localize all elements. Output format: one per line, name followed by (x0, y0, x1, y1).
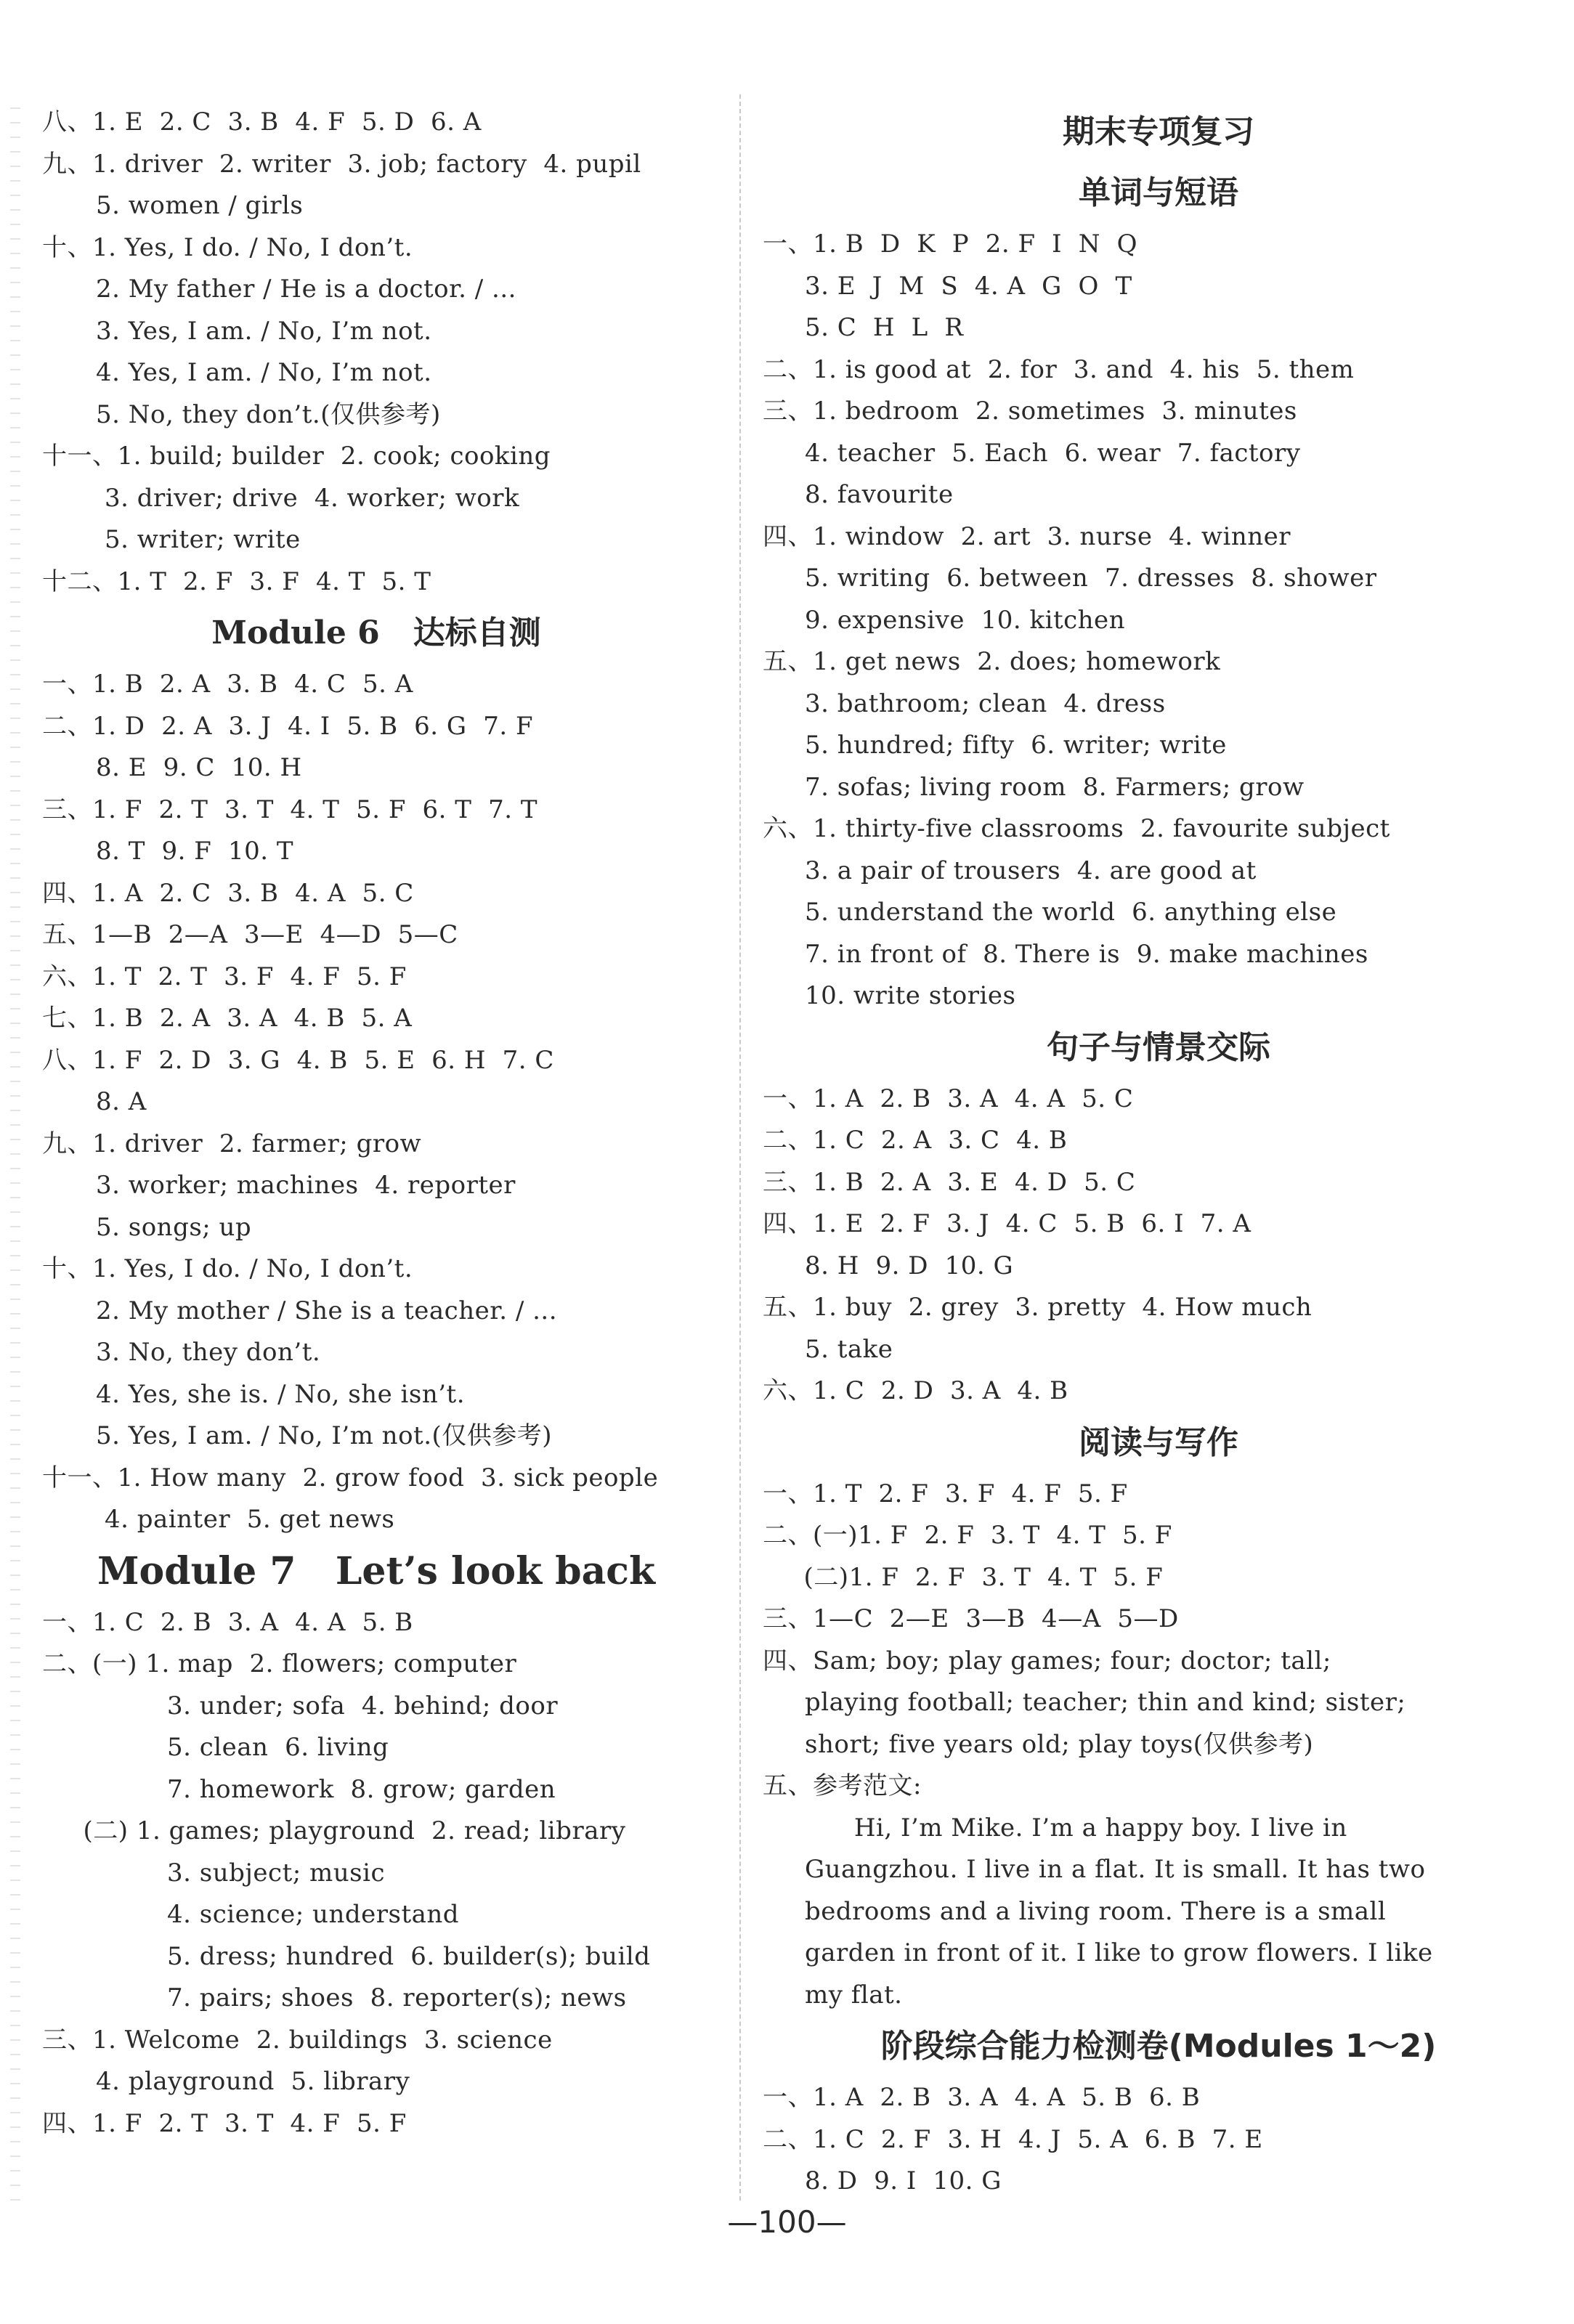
answer-line: 8. D 9. I 10. G (805, 2166, 1002, 2195)
section-heading: 单词与短语 (1079, 174, 1238, 211)
answer-line: 三、1. bedroom 2. sometimes 3. minutes (763, 397, 1297, 426)
answer-line: 2. My mother / She is a teacher. / ... (96, 1296, 558, 1325)
answer-line: 四、1. E 2. F 3. J 4. C 5. B 6. I 7. A (763, 1209, 1252, 1238)
answer-line: 5. Yes, I am. / No, I’m not.(仅供参考) (96, 1421, 553, 1450)
answer-line: (二) 1. games; playground 2. read; library (42, 1816, 626, 1845)
answer-line: 4. teacher 5. Each 6. wear 7. factory (805, 438, 1301, 468)
answer-line: 四、Sam; boy; play games; four; doctor; tall; (763, 1646, 1331, 1675)
answer-line: 4. painter 5. get news (105, 1505, 395, 1534)
answer-line: 九、1. driver 2. writer 3. job; factory 4. pupil (42, 149, 641, 179)
answer-line: 二、1. C 2. F 3. H 4. J 5. A 6. B 7. E (763, 2124, 1263, 2154)
answer-line: 三、1—C 2—E 3—B 4—A 5—D (763, 1604, 1179, 1633)
answer-line: 2. My father / He is a doctor. / ... (96, 275, 516, 304)
answer-line: 4. Yes, I am. / No, I’m not. (96, 358, 432, 387)
answer-line: 八、1. F 2. D 3. G 4. B 5. E 6. H 7. C (42, 1045, 554, 1075)
left-column (42, 102, 710, 2145)
section-heading: 阶段综合能力检测卷(Modules 1～2) (880, 2028, 1437, 2065)
answer-line: 8. A (96, 1087, 147, 1116)
answer-line: 五、1—B 2—A 3—E 4—D 5—C (42, 920, 458, 949)
answer-line: 二、1. is good at 2. for 3. and 4. his 5. them (763, 354, 1355, 384)
answer-line: 7. pairs; shoes 8. reporter(s); news (167, 1983, 627, 2012)
answer-line: 四、1. window 2. art 3. nurse 4. winner (763, 521, 1291, 551)
answer-line: 3. subject; music (167, 1858, 385, 1888)
answer-line: 六、1. thirty-five classrooms 2. favourite subject (763, 814, 1390, 843)
answer-line: 二、1. D 2. A 3. J 4. I 5. B 6. G 7. F (42, 711, 534, 741)
answer-line: 3. Yes, I am. / No, I’m not. (96, 316, 432, 346)
answer-line: 5. hundred; fifty 6. writer; write (805, 731, 1227, 760)
answer-line: 六、1. C 2. D 3. A 4. B (763, 1376, 1068, 1405)
answer-line: 十一、1. How many 2. grow food 3. sick people (42, 1463, 659, 1492)
answer-line: 十二、1. T 2. F 3. F 4. T 5. T (42, 566, 431, 596)
answer-line: 5. women / girls (96, 191, 304, 220)
answer-line: 3. E J M S 4. A G O T (805, 271, 1132, 301)
answer-line: 3. worker; machines 4. reporter (96, 1171, 516, 1200)
answer-line: (二)1. F 2. F 3. T 4. T 5. F (763, 1562, 1164, 1592)
answer-line: 二、1. C 2. A 3. C 4. B (763, 1126, 1068, 1155)
answer-line: 3. a pair of trousers 4. are good at (805, 856, 1257, 885)
answer-line: 四、1. A 2. C 3. B 4. A 5. C (42, 878, 414, 908)
answer-line: 八、1. E 2. C 3. B 4. F 5. D 6. A (42, 107, 482, 137)
answer-line: short; five years old; play toys(仅供参考) (805, 1729, 1314, 1759)
answer-line: 5. understand the world 6. anything else (805, 898, 1337, 927)
section-heading: 期末专项复习 (1063, 113, 1254, 150)
answer-line: 一、1. A 2. B 3. A 4. A 5. B 6. B (763, 2083, 1201, 2112)
answer-line: 九、1. driver 2. farmer; grow (42, 1129, 422, 1158)
answer-line: 5. No, they don’t.(仅供参考) (96, 399, 441, 429)
answer-line: 七、1. B 2. A 3. A 4. B 5. A (42, 1004, 413, 1033)
answer-line: 3. under; sofa 4. behind; door (167, 1691, 559, 1720)
answer-line: 7. sofas; living room 8. Farmers; grow (805, 772, 1305, 802)
answer-line: 一、1. B 2. A 3. B 4. C 5. A (42, 670, 413, 699)
answer-line: bedrooms and a living room. There is a small (805, 1896, 1387, 1926)
answer-line: 7. homework 8. grow; garden (167, 1774, 556, 1804)
answer-line: 8. H 9. D 10. G (805, 1251, 1014, 1280)
answer-line: Hi, I’m Mike. I’m a happy boy. I live in (805, 1813, 1347, 1842)
answer-line: 10. write stories (805, 981, 1016, 1010)
answer-line: my flat. (805, 1980, 903, 2010)
answer-line: 一、1. C 2. B 3. A 4. A 5. B (42, 1607, 413, 1637)
section-heading: 句子与情景交际 (1047, 1028, 1270, 1066)
answer-line: 8. E 9. C 10. H (96, 753, 302, 782)
answer-line: 三、1. B 2. A 3. E 4. D 5. C (763, 1167, 1136, 1197)
answer-line: 四、1. F 2. T 3. T 4. F 5. F (42, 2108, 407, 2138)
answer-line: 三、1. Welcome 2. buildings 3. science (42, 2025, 553, 2055)
binding-edge (10, 94, 20, 2201)
answer-line: garden in front of it. I like to grow flowers. I like (805, 1938, 1433, 1967)
answer-line: 4. science; understand (167, 1900, 460, 1929)
answer-line: playing football; teacher; thin and kind; sister; (805, 1688, 1406, 1717)
answer-line: 5. take (805, 1334, 893, 1364)
answer-line: 8. T 9. F 10. T (96, 837, 294, 866)
answer-line: 5. C H L R (805, 313, 964, 342)
answer-line: 7. in front of 8. There is 9. make machines (805, 939, 1368, 969)
answer-line: 3. No, they don’t. (96, 1338, 321, 1367)
answer-line: 一、1. T 2. F 3. F 4. F 5. F (763, 1479, 1128, 1508)
column-divider (739, 94, 741, 2201)
answer-line: 三、1. F 2. T 3. T 4. T 5. F 6. T 7. T (42, 795, 537, 824)
answer-line: Guangzhou. I live in a flat. It is small. It has two (805, 1855, 1426, 1884)
answer-line: 十、1. Yes, I do. / No, I don’t. (42, 232, 413, 262)
section-heading: Module 6 达标自测 (211, 614, 541, 651)
answer-line: 8. favourite (805, 480, 954, 509)
answer-line: 一、1. B D K P 2. F I N Q (763, 229, 1137, 259)
answer-line: 9. expensive 10. kitchen (805, 605, 1126, 635)
answer-line: 4. playground 5. library (96, 2067, 410, 2096)
answer-line: 3. driver; drive 4. worker; work (105, 483, 520, 513)
page-number: —100— (727, 2204, 847, 2240)
answer-line: 十一、1. build; builder 2. cook; cooking (42, 442, 551, 471)
answer-line: 二、(一)1. F 2. F 3. T 4. T 5. F (763, 1521, 1172, 1550)
answer-line: 3. bathroom; clean 4. dress (805, 688, 1166, 718)
answer-line: 五、1. get news 2. does; homework (763, 647, 1221, 676)
answer-line: 五、1. buy 2. grey 3. pretty 4. How much (763, 1293, 1313, 1322)
answer-line: 一、1. A 2. B 3. A 4. A 5. C (763, 1084, 1134, 1113)
answer-line: 5. clean 6. living (167, 1733, 389, 1762)
answer-line: 五、参考范文: (763, 1771, 922, 1800)
answer-line: 5. writing 6. between 7. dresses 8. shower (805, 564, 1377, 593)
right-column (763, 102, 1554, 2203)
answer-line: 5. writer; write (105, 525, 301, 554)
answer-line: 5. songs; up (96, 1212, 252, 1242)
answer-line: 4. Yes, she is. / No, she isn’t. (96, 1379, 466, 1409)
answer-line: 二、(一) 1. map 2. flowers; computer (42, 1649, 517, 1678)
section-heading: Module 7 Let’s look back (97, 1548, 655, 1593)
section-heading: 阅读与写作 (1079, 1423, 1238, 1461)
answer-line: 十、1. Yes, I do. / No, I don’t. (42, 1254, 413, 1283)
answer-line: 5. dress; hundred 6. builder(s); build (167, 1941, 651, 1971)
answer-line: 六、1. T 2. T 3. F 4. F 5. F (42, 962, 407, 991)
